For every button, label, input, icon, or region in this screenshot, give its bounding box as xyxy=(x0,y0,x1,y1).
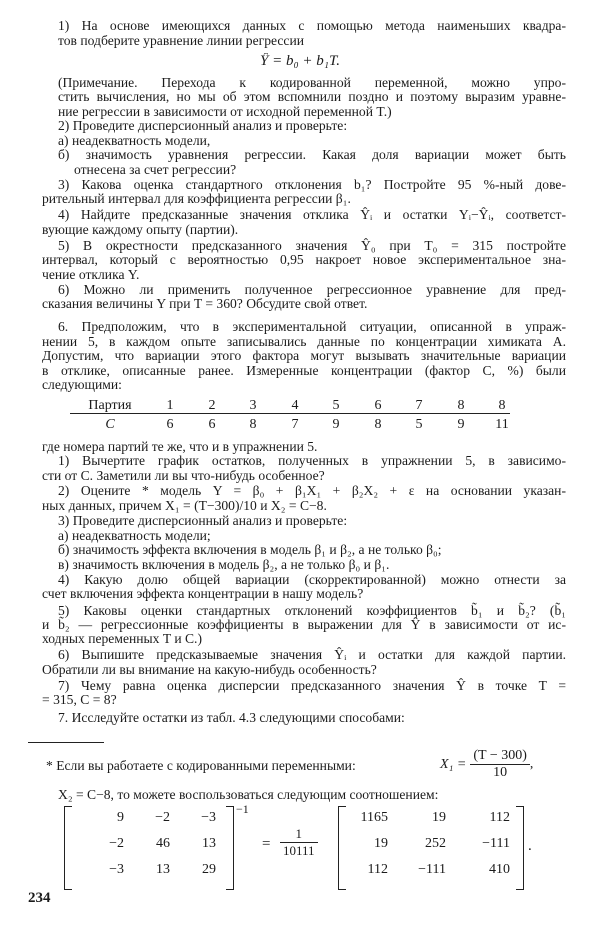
fraction-denominator: 10 xyxy=(493,765,508,780)
table-cell: 5 xyxy=(332,398,340,414)
footnote-text: * Если вы работаете с кодированными переменными: xyxy=(46,758,356,773)
text-line: 6) Можно ли применить полученное регрессионное уравнение для пред- xyxy=(58,281,566,297)
table-cell: 6 xyxy=(166,416,174,432)
text-line: в отклике, описанные ранее. Измеренные концентрации (фактор C, %) были xyxy=(42,362,566,378)
matrix-cell: 252 xyxy=(425,836,446,851)
matrix-cell: −2 xyxy=(155,810,170,825)
matrix-cell: −111 xyxy=(418,862,446,877)
text-line: а) неадекватность модели; xyxy=(58,527,211,543)
text-line: 1) Вычертите график остатков, полученных в упражнении 5, в зависимо- xyxy=(58,453,566,469)
text-line: 2) Проведите дисперсионный анализ и проверьте: xyxy=(58,118,348,134)
footnote-text: X₂ = C−8, то можете воспользоваться следующим соотношением: xyxy=(58,787,439,802)
table-cell: 5 xyxy=(415,416,423,432)
table-value-row xyxy=(70,417,510,435)
text-line: Обратили ли вы внимание на какую-нибудь особенность? xyxy=(42,661,377,677)
table-cell: 8 xyxy=(374,416,382,432)
text-line: сказания величины Y при T = 360? Обсудите свой ответ. xyxy=(42,296,368,312)
table-cell: 9 xyxy=(457,416,465,432)
text-line: в) значимость включения в модель β₂, а не только β₀ и β₁. xyxy=(58,556,390,572)
inverse-superscript: −1 xyxy=(236,802,249,816)
text-line: и b̃₂ — регрессионные коэффициенты в выражении для Ŷ в зависимости от ис- xyxy=(42,616,566,632)
text-line: 3) Какова оценка стандартного отклонения b₁? Постройте 95 %-ный дове- xyxy=(58,176,566,192)
text-line: (Примечание. Перехода к кодированной переменной, можно упро- xyxy=(58,75,566,91)
fraction-numerator: (T − 300) xyxy=(470,748,530,765)
matrix-cell: −3 xyxy=(109,862,124,877)
matrix-cell: 29 xyxy=(202,862,216,877)
text-line: следующими: xyxy=(42,376,122,392)
text-line: ние регрессии в зависимости от исходной переменной T.) xyxy=(58,103,392,119)
text-line: 5) Каковы оценки стандартных отклонений коэффициентов b̃₁ и b̃₂? (b̃₁ xyxy=(58,602,566,618)
exercise-7-heading: 7. Исследуйте остатки из табл. 4.3 следующими способами: xyxy=(58,710,405,726)
text-line: 4) Найдите предсказанные значения отклика Ŷᵢ и остатки Yᵢ−Ŷᵢ, соответст- xyxy=(58,207,566,223)
table-cell: 11 xyxy=(495,416,509,432)
matrix-cell: 19 xyxy=(374,836,388,851)
matrix-cell: 9 xyxy=(117,810,124,825)
text-line: чение отклика Y. xyxy=(42,266,140,282)
text-line: 6) Выпишите предсказываемые значения Ŷᵢ и остатки для каждой партии. xyxy=(58,647,566,663)
table-cell: 6 xyxy=(208,416,216,432)
matrix-cell: 13 xyxy=(202,836,216,851)
text-line: счет включения эффекта концентрации в нашу модель? xyxy=(42,586,364,602)
text-line: б) значимость эффекта включения в модель β₁ и β₂, а не только β₀; xyxy=(58,542,442,558)
table-cell: 3 xyxy=(249,398,257,414)
matrix-cell: 13 xyxy=(156,862,170,877)
text-line: = 315, C = 8? xyxy=(42,692,117,708)
page-number: 234 xyxy=(28,890,51,906)
table-rule xyxy=(70,413,510,414)
matrix-cell: −2 xyxy=(109,836,124,851)
text-line: ных данных, причем X₁ = (T−300)/10 и X₂ = C−8. xyxy=(42,498,327,514)
text-line: тов подберите уравнение линии регрессии xyxy=(58,32,304,48)
text-line: а) неадекватность модели, xyxy=(58,132,211,148)
text-line: 4) Какую долю общей вариации (скорректированной) можно отнести за xyxy=(58,572,566,587)
text-line: 3) Проведите дисперсионный анализ и проверьте: xyxy=(58,513,348,529)
matrix-cell: 112 xyxy=(367,862,388,877)
table-cell: 8 xyxy=(249,416,257,432)
table-cell: 7 xyxy=(415,398,423,414)
text-line: 1) На основе имеющихся данных с помощью метода наименьших квадра- xyxy=(58,18,566,34)
text-line: интервал, который с вероятностью 0,95 накроет новое экспериментальное зна- xyxy=(42,252,566,268)
fraction-denominator: 10111 xyxy=(283,843,315,858)
matrix-cell: 1165 xyxy=(360,810,388,825)
table-cell: 4 xyxy=(291,398,299,414)
table-cell: 8 xyxy=(457,398,465,414)
fraction-numerator: 1 xyxy=(280,826,318,843)
text-line: стить вычисления, но мы об этом вспомнили поздно и поэтому выразим уравне- xyxy=(58,89,566,105)
exercise-6-heading: 6. Предположим, что в экспериментальной ситуации, описанной в упраж- xyxy=(58,319,566,335)
text-line: 2) Оцените * модель Y = β₀ + β₁X₁ + β₂X₂ + ε на основании указан- xyxy=(58,482,566,498)
fraction-comma: , xyxy=(529,756,534,772)
text-line: б) значимость уравнения регрессии. Какая доля вариации может быть xyxy=(58,147,566,163)
text-line: Допустим, что вариации этого фактора могут вызывать значительные вариации xyxy=(42,348,566,364)
text-line: рительный интервал для коэффициента регрессии β₁. xyxy=(42,191,351,207)
matrix-cell: −3 xyxy=(201,810,216,825)
fraction-lhs: X₁ = xyxy=(440,756,467,772)
matrix-cell: 19 xyxy=(432,810,446,825)
matrix-cell: −111 xyxy=(482,836,510,851)
text-line: 7) Чему равна оценка дисперсии предсказанного значения Ŷ в точке T = xyxy=(58,678,566,693)
matrix-cell: 46 xyxy=(156,836,170,851)
table-cell: 2 xyxy=(208,398,216,414)
text-line: вующие каждому опыту (партии). xyxy=(42,221,239,237)
table-cell: 1 xyxy=(166,398,174,414)
text-line: где номера партий те же, что и в упражнении 5. xyxy=(42,438,318,454)
text-line: 5) В окрестности предсказанного значения Ŷ₀ при T₀ = 315 постройте xyxy=(58,237,566,253)
equals-sign: = xyxy=(262,836,271,852)
table-cell: 6 xyxy=(374,398,382,414)
text-line: ходных переменных T и C.) xyxy=(42,631,202,647)
table-header-label: Партия xyxy=(88,398,132,414)
text-line: сти от C. Заметили ли вы что-нибудь особенное? xyxy=(42,467,325,483)
regression-formula: Ŷ = b₀ + b₁T. xyxy=(260,52,340,69)
text-line: нении 5, в каждом опыте записывались данные по концентрации химиката A. xyxy=(42,333,566,349)
table-cell: 9 xyxy=(332,416,340,432)
table-cell: 8 xyxy=(498,398,506,414)
end-dot: . xyxy=(528,838,532,854)
text-line: отнесена за счет регрессии? xyxy=(74,161,237,177)
matrix-cell: 410 xyxy=(489,862,510,877)
table-cell: 7 xyxy=(291,416,299,432)
table-row-label: C xyxy=(105,416,115,432)
matrix-cell: 112 xyxy=(489,810,510,825)
